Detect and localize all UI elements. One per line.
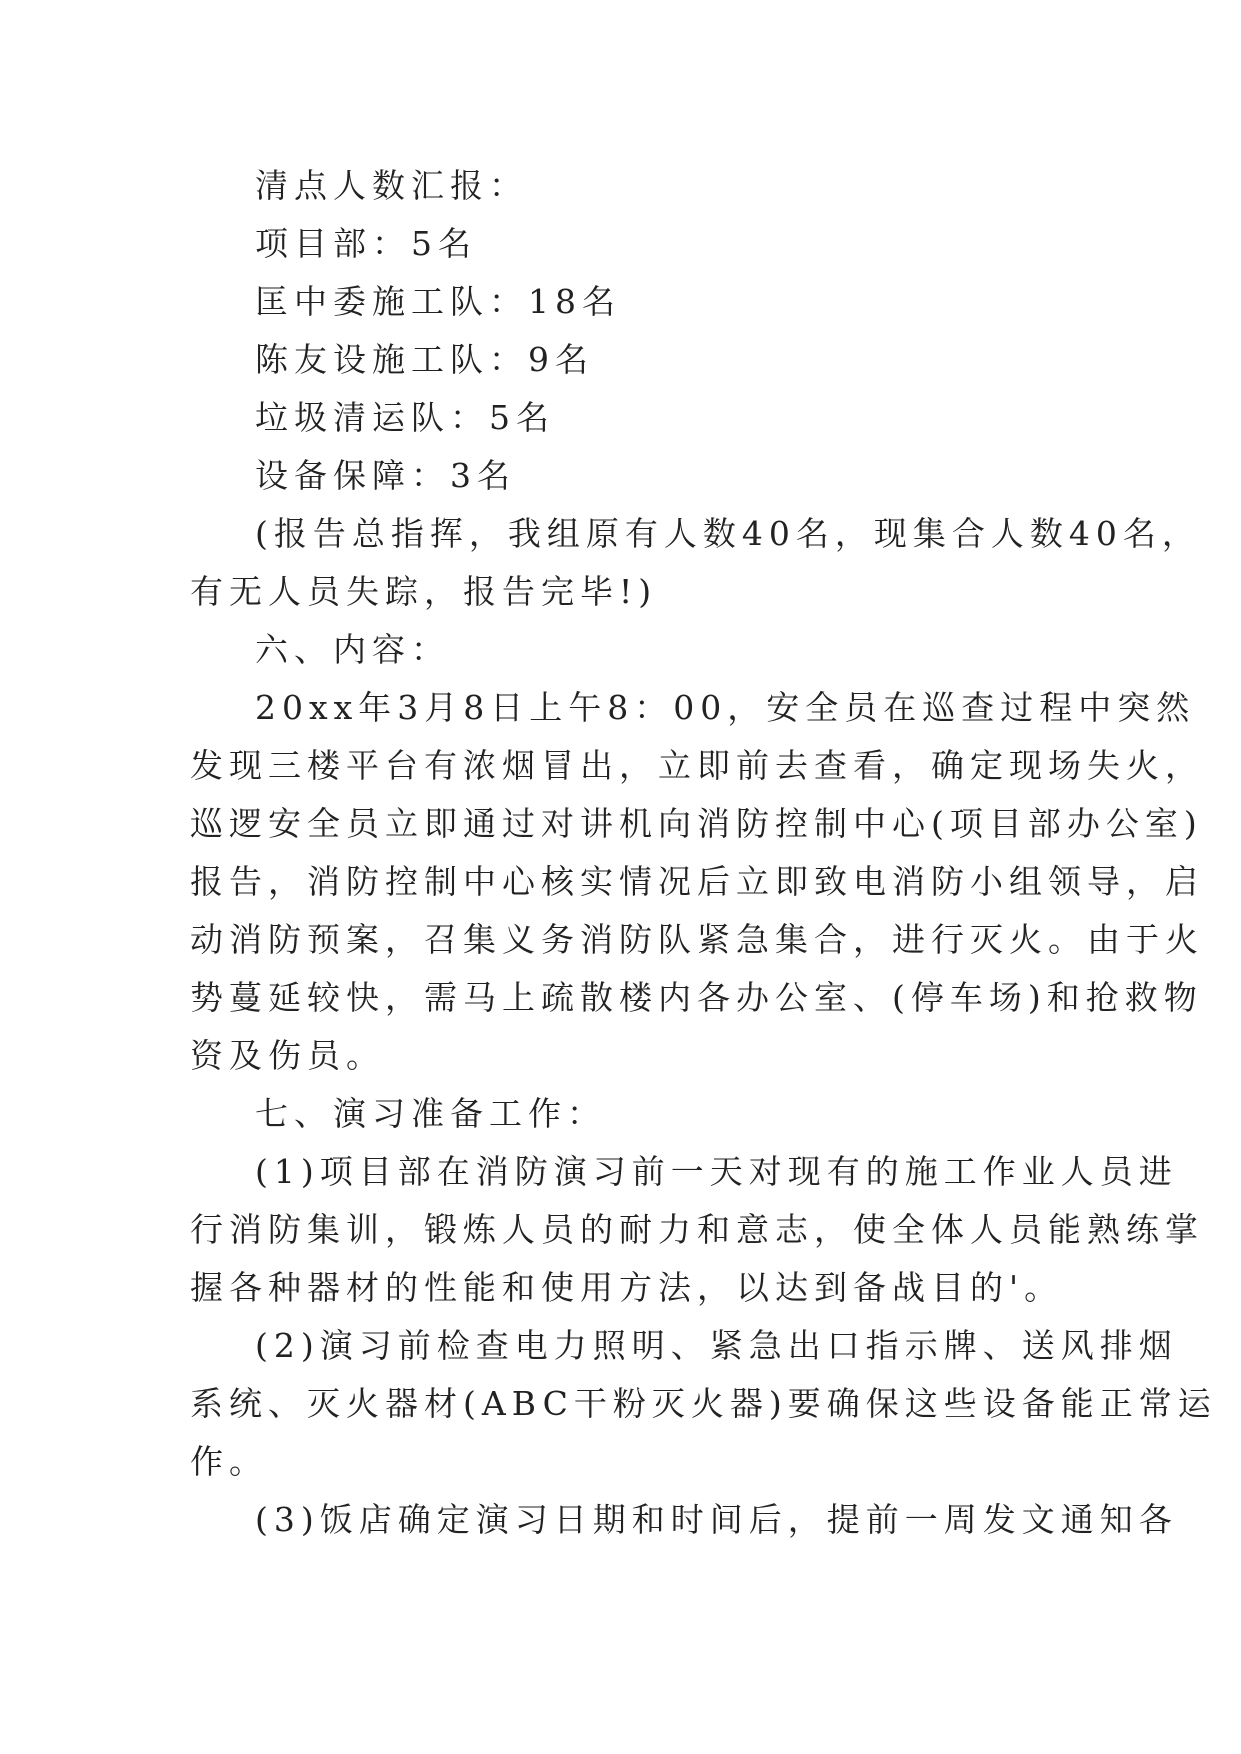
text-line: 20xx年3月8日上午8：00，安全员在巡查过程中突然 bbox=[255, 688, 1196, 727]
text-line: 匡中委施工队：18名 bbox=[255, 282, 621, 321]
text-line: 动消防预案，召集义务消防队紧急集合，进行灭火。由于火 bbox=[190, 920, 1204, 959]
section-heading: 七、演习准备工作： bbox=[255, 1094, 606, 1133]
text-line: 作。 bbox=[190, 1442, 268, 1481]
text-line: (2)演习前检查电力照明、紧急出口指示牌、送风排烟 bbox=[255, 1326, 1178, 1365]
text-line: 握各种器材的性能和使用方法，以达到备战目的'。 bbox=[190, 1268, 1064, 1307]
text-line: 垃圾清运队：5名 bbox=[255, 398, 555, 437]
text-line: 巡逻安全员立即通过对讲机向消防控制中心(项目部办公室) bbox=[190, 804, 1203, 843]
text-line: 资及伤员。 bbox=[190, 1036, 385, 1075]
text-line: 发现三楼平台有浓烟冒出，立即前去查看，确定现场失火， bbox=[190, 746, 1204, 785]
text-line: 系统、灭火器材(ABC干粉灭火器)要确保这些设备能正常运 bbox=[190, 1384, 1217, 1423]
text-line: 有无人员失踪，报告完毕!) bbox=[190, 572, 658, 611]
text-line: (报告总指挥，我组原有人数40名，现集合人数40名， bbox=[255, 514, 1201, 553]
text-line: 报告，消防控制中心核实情况后立即致电消防小组领导，启 bbox=[190, 862, 1204, 901]
text-line: 清点人数汇报： bbox=[255, 166, 528, 205]
text-line: 项目部：5名 bbox=[255, 224, 477, 263]
text-line: (3)饭店确定演习日期和时间后，提前一周发文通知各 bbox=[255, 1500, 1178, 1539]
text-line: 陈友设施工队：9名 bbox=[255, 340, 594, 379]
text-line: (1)项目部在消防演习前一天对现有的施工作业人员进 bbox=[255, 1152, 1178, 1191]
text-line: 行消防集训，锻炼人员的耐力和意志，使全体人员能熟练掌 bbox=[190, 1210, 1204, 1249]
text-line: 势蔓延较快，需马上疏散楼内各办公室、(停车场)和抢救物 bbox=[190, 978, 1203, 1017]
text-line: 设备保障：3名 bbox=[255, 456, 516, 495]
section-heading: 六、内容： bbox=[255, 630, 450, 669]
